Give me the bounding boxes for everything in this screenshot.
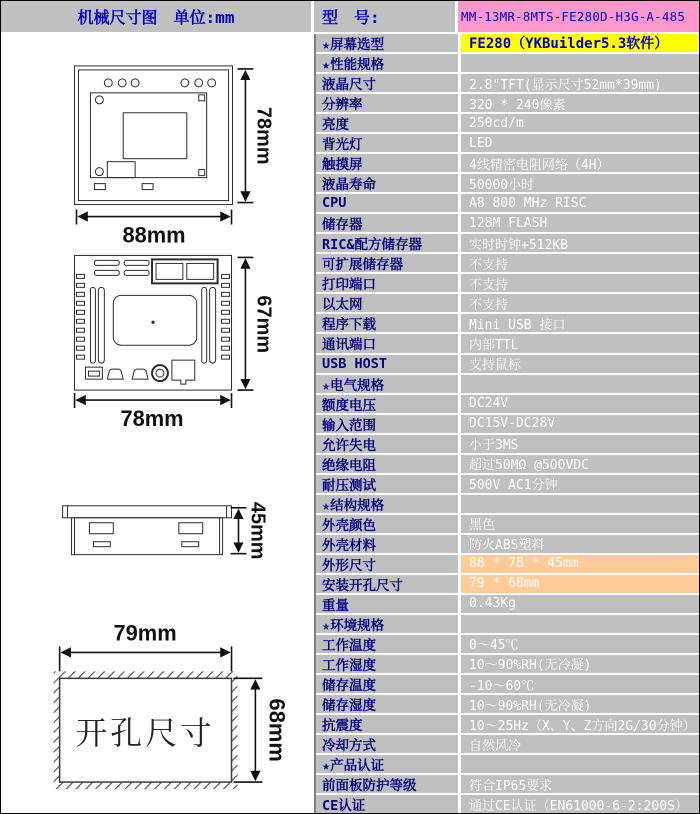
spec-label: ★性能规格 — [316, 54, 461, 72]
spec-value: 超过50MΩ @500VDC — [469, 458, 589, 473]
cutout-width-label: 79mm — [113, 620, 177, 646]
spec-row — [316, 94, 699, 114]
spec-label: 通讯端口 — [316, 334, 461, 352]
spec-label: 工作温度 — [316, 635, 461, 653]
front-width-label: 88mm — [122, 222, 186, 248]
top-vent-slots — [94, 260, 149, 275]
spec-row — [316, 575, 699, 595]
model-value: MM-13MR-8MTS-FE280D-H3G-A-485 — [458, 1, 699, 32]
spec-label: 工作湿度 — [316, 655, 461, 673]
back-height-label: 67mm — [252, 295, 275, 354]
section-header-row — [316, 375, 699, 395]
spec-row — [316, 515, 699, 535]
spec-value: 88 * 78 * 45mm — [461, 555, 699, 573]
section-header-row — [316, 495, 699, 515]
spec-table — [316, 34, 699, 813]
section-header-row — [316, 755, 699, 775]
spec-value: 符合IP65要求 — [469, 778, 553, 794]
spec-label: 允许失电 — [316, 435, 461, 453]
spec-value: 320 * 240像素 — [469, 97, 566, 113]
spec-label: 输入范围 — [316, 415, 461, 433]
spec-value: 实时时钟+512KB — [469, 237, 568, 253]
back-width-label: 78mm — [120, 405, 184, 432]
spec-label: ★电气规格 — [316, 375, 461, 393]
spec-label: 储存温度 — [316, 675, 461, 693]
spec-value: 内部TTL — [469, 337, 519, 353]
spec-label: RIC&配方储存器 — [316, 234, 461, 252]
spec-label: 额度电压 — [316, 395, 461, 413]
spec-label: 液晶尺寸 — [316, 74, 461, 92]
spec-label: 液晶寿命 — [316, 174, 461, 192]
spec-row — [316, 415, 699, 435]
spec-label: 亮度 — [316, 114, 461, 132]
spec-row — [316, 314, 699, 334]
cutout-caption: 开孔尺寸 — [75, 714, 215, 753]
spec-label: 触摸屏 — [316, 154, 461, 172]
spec-label: 打印端口 — [316, 274, 461, 292]
spec-value: DC24V — [469, 396, 509, 412]
terminal-block — [152, 259, 218, 283]
spec-row — [316, 134, 699, 154]
mechanical-drawings-svg — [1, 34, 314, 813]
spec-value: 10～25Hz（X、Y、Z方向2G/30分钟） — [469, 718, 696, 734]
spec-value: 不支持 — [469, 277, 509, 293]
spec-row — [316, 334, 699, 354]
spec-row — [316, 695, 699, 715]
spec-row — [316, 535, 699, 555]
back-view-drawing — [75, 255, 275, 431]
spec-value — [461, 375, 699, 393]
spec-row — [316, 775, 699, 795]
cutout-drawing — [54, 620, 290, 789]
spec-row — [316, 795, 699, 813]
section-header-row — [316, 34, 699, 54]
spec-row — [316, 154, 699, 174]
model-label: 型 号: — [314, 1, 458, 32]
spec-label: 储存器 — [316, 214, 461, 232]
spec-label: CPU — [316, 194, 461, 212]
bottom-connectors — [85, 360, 194, 384]
spec-row — [316, 355, 699, 375]
spec-value: DC15V-DC28V — [469, 416, 556, 432]
spec-value: 50000小时 — [469, 177, 535, 193]
spec-value: 10～90%RH(无冷凝) — [469, 698, 592, 714]
spec-row — [316, 655, 699, 675]
spec-value: 防火ABS塑料 — [469, 538, 545, 553]
spec-label: 抗震度 — [316, 715, 461, 733]
spec-label: CE认证 — [316, 795, 461, 813]
spec-value: 250cd/m — [469, 115, 524, 131]
spec-value — [461, 54, 699, 72]
spec-label: 以太网 — [316, 294, 461, 312]
spec-label: USB HOST — [316, 355, 461, 373]
spec-value: FE280（YKBuilder5.3软件） — [461, 34, 699, 52]
spec-row — [316, 274, 699, 294]
spec-row — [316, 234, 699, 254]
spec-value — [461, 755, 699, 773]
spec-label: 外壳材料 — [316, 535, 461, 553]
spec-label: 程序下载 — [316, 314, 461, 332]
spec-row — [316, 595, 699, 615]
spec-value: 通过CE认证（EN61000-6-2:200S） — [469, 798, 688, 814]
spec-label: 冷却方式 — [316, 735, 461, 753]
spec-label: ★产品认证 — [316, 755, 461, 773]
spec-label: 耐压测试 — [316, 475, 461, 493]
front-height-label: 78mm — [252, 106, 275, 165]
section-header-row — [316, 615, 699, 635]
spec-value: LED — [469, 135, 493, 151]
side-height-label: 45mm — [246, 501, 269, 560]
spec-label: 外形尺寸 — [316, 555, 461, 573]
spec-row — [316, 715, 699, 735]
spec-label: 储存湿度 — [316, 695, 461, 713]
spec-row — [316, 194, 699, 214]
spec-value: 4线精密电阻网络（4H） — [469, 157, 610, 173]
spec-row — [316, 635, 699, 655]
spec-label: 前面板防护等级 — [316, 775, 461, 793]
spec-row — [316, 114, 699, 134]
mechanical-diagram-title: 机械尺寸图 单位:mm — [1, 1, 314, 32]
spec-row — [316, 555, 699, 575]
cutout-height-label: 68mm — [264, 698, 290, 762]
spec-value: -10～60℃ — [469, 678, 535, 694]
spec-label: 分辨率 — [316, 94, 461, 112]
spec-value: 黑色 — [469, 518, 496, 533]
spec-row — [316, 395, 699, 415]
spec-row — [316, 675, 699, 695]
spec-row — [316, 254, 699, 274]
spec-value: 自然风冷 — [469, 738, 522, 754]
spec-value — [461, 615, 699, 633]
spec-row — [316, 214, 699, 234]
spec-value — [461, 495, 699, 513]
front-view-drawing — [75, 66, 275, 248]
header-row — [1, 1, 699, 34]
spec-value: 不支持 — [469, 297, 509, 313]
spec-value: Mini USB 接口 — [469, 317, 566, 333]
spec-label: ★环境规格 — [316, 615, 461, 633]
spec-value: A8 800 MHz RISC — [469, 195, 587, 211]
spec-value: 不支持 — [469, 257, 509, 273]
spec-row — [316, 455, 699, 475]
spec-row — [316, 435, 699, 455]
spec-row — [316, 735, 699, 755]
section-header-row — [316, 54, 699, 74]
spec-label: 重量 — [316, 595, 461, 613]
spec-label: 背光灯 — [316, 134, 461, 152]
spec-value: 支持鼠标 — [469, 358, 522, 373]
side-view-drawing — [63, 502, 269, 560]
mechanical-drawings-panel — [1, 34, 316, 813]
spec-label: ★屏幕选型 — [316, 34, 461, 52]
spec-value: 128M FLASH — [469, 215, 548, 231]
spec-value: 0～45℃ — [469, 638, 519, 653]
spec-value: 10～90%RH(无冷凝) — [469, 658, 592, 673]
spec-value: 79 * 68mm — [461, 575, 699, 593]
spec-row — [316, 475, 699, 495]
spec-row — [316, 174, 699, 194]
spec-row — [316, 74, 699, 94]
content-area — [1, 34, 699, 813]
spec-label: 绝缘电阻 — [316, 455, 461, 473]
spec-label: 可扩展储存器 — [316, 254, 461, 272]
spec-value: 小于3MS — [469, 438, 519, 453]
spec-value: 2.8"TFT(显示尺寸52mm*39mm) — [469, 77, 662, 93]
spec-value: 0.43Kg — [469, 596, 516, 612]
spec-row — [316, 294, 699, 314]
spec-value: 500V AC1分钟 — [469, 478, 558, 493]
spec-label: 外壳颜色 — [316, 515, 461, 533]
spec-label: ★结构规格 — [316, 495, 461, 513]
spec-label: 安装开孔尺寸 — [316, 575, 461, 593]
